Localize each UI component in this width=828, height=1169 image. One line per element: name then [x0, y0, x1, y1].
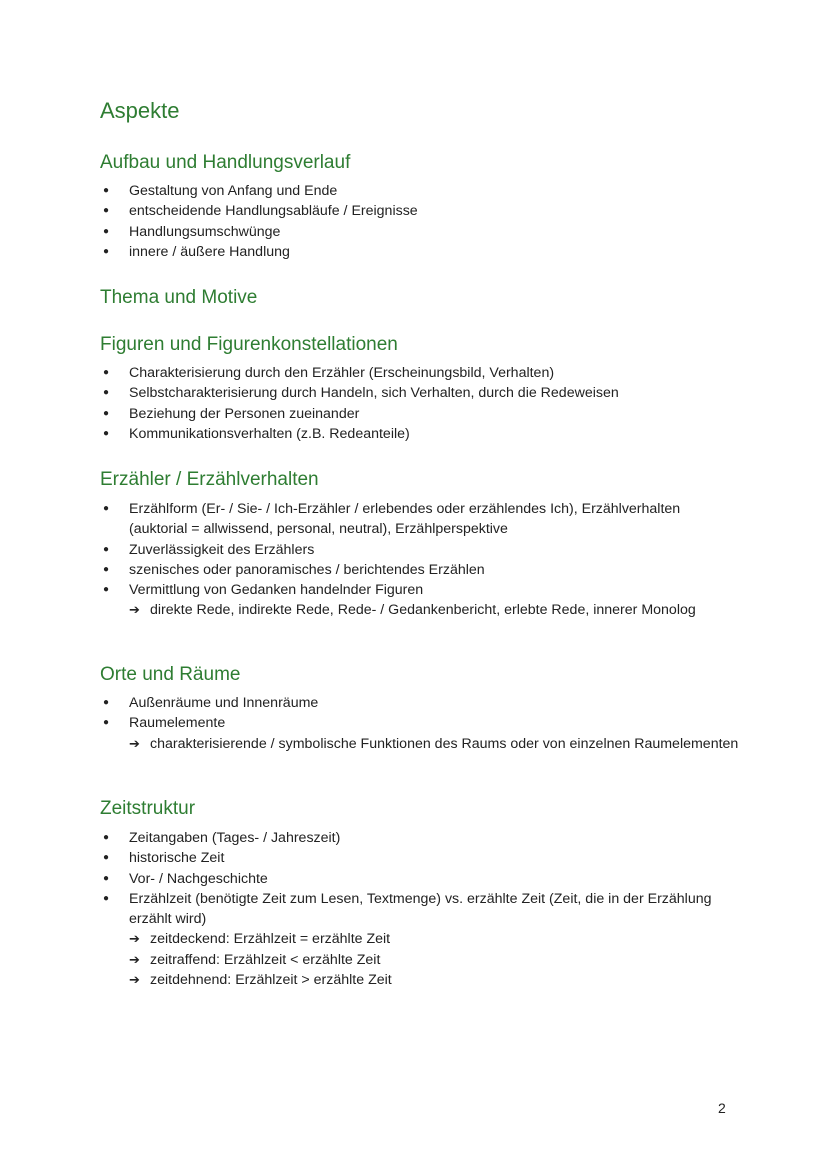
- bullet-list: [100, 693, 740, 754]
- list-item: ● szenisches oder panoramisches / berichtendes Erzählen: [100, 560, 740, 580]
- list-item-text: Vermittlung von Gedanken handelnder Figuren: [129, 582, 424, 599]
- arrow-item: [129, 600, 740, 620]
- arrow-item: [129, 970, 740, 990]
- list-item: ● Beziehung der Personen zueinander: [100, 404, 740, 424]
- list-item: ● Kommunikationsverhalten (z.B. Redeanteile): [100, 424, 740, 444]
- list-item: [100, 580, 740, 621]
- bullet-list: [100, 499, 740, 621]
- arrow-item-text: charakterisierende / symbolische Funktionen des Raums oder von einzelnen Raumelementen: [150, 735, 739, 752]
- list-item: ● Zuverlässigkeit des Erzählers: [100, 540, 740, 560]
- arrow-right-icon: ➔: [129, 735, 140, 751]
- list-item: ● Außenräume und Innenräume: [100, 693, 740, 713]
- section-erzaehler: [100, 468, 740, 621]
- arrow-item-text: zeitdehnend: Erzählzeit > erzählte Zeit: [150, 972, 392, 989]
- arrow-list: [129, 600, 740, 620]
- list-item: ● Selbstcharakterisierung durch Handeln, sich Verhalten, durch die Redeweisen: [100, 383, 740, 403]
- arrow-item: [129, 929, 740, 949]
- list-item: ● Vor- / Nachgeschichte: [100, 869, 740, 889]
- list-item: ● Zeitangaben (Tages- / Jahreszeit): [100, 828, 740, 848]
- bullet-list: [100, 828, 740, 990]
- section-heading: Zeitstruktur: [100, 798, 196, 819]
- list-item: [100, 889, 740, 990]
- section-heading: Aufbau und Handlungsverlauf: [100, 152, 351, 173]
- arrow-item: [129, 734, 740, 754]
- arrow-list: [129, 734, 740, 754]
- arrow-item-text: direkte Rede, indirekte Rede, Rede- / Gedankenbericht, erlebte Rede, innerer Monolog: [150, 602, 696, 619]
- section-figuren: [100, 333, 740, 444]
- arrow-item: [129, 950, 740, 970]
- list-item: ● Charakterisierung durch den Erzähler (Erscheinungsbild, Verhalten): [100, 363, 740, 383]
- list-item: ● innere / äußere Handlung: [100, 242, 740, 262]
- arrow-right-icon: ➔: [129, 931, 140, 947]
- section-heading: Erzähler / Erzählverhalten: [100, 469, 319, 490]
- arrow-item-text: zeitraffend: Erzählzeit < erzählte Zeit: [150, 951, 381, 968]
- arrow-right-icon: ➔: [129, 951, 140, 967]
- section-orte: [100, 663, 740, 754]
- list-item: ● Erzählform (Er- / Sie- / Ich-Erzähler / erlebendes oder erzählendes Ich), Erzählverhalten (auktorial = allwissend, personal, neutral), Erzählperspektive: [100, 499, 740, 540]
- list-item-text: Erzählzeit (benötigte Zeit zum Lesen, Textmenge) vs. erzählte Zeit (Zeit, die in der Erzählung erzählt wird): [129, 890, 712, 928]
- section-heading: Figuren und Figurenkonstellationen: [100, 334, 398, 355]
- list-item: ● Handlungsumschwünge: [100, 222, 740, 242]
- page-title: Aspekte: [100, 98, 180, 123]
- list-item: ● Gestaltung von Anfang und Ende: [100, 181, 740, 201]
- list-item: [100, 713, 740, 754]
- list-item: ● historische Zeit: [100, 848, 740, 868]
- bullet-list: [100, 363, 740, 444]
- arrow-right-icon: ➔: [129, 972, 140, 988]
- page-number: 2: [718, 1100, 726, 1116]
- arrow-list: [129, 929, 740, 990]
- section-thema: [100, 286, 740, 310]
- list-item: ● entscheidende Handlungsabläufe / Ereignisse: [100, 201, 740, 221]
- section-zeitstruktur: [100, 797, 740, 990]
- section-heading: Orte und Räume: [100, 664, 241, 685]
- section-aufbau: [100, 151, 740, 262]
- bullet-list: [100, 181, 740, 262]
- list-item-text: Raumelemente: [129, 715, 226, 732]
- arrow-item-text: zeitdeckend: Erzählzeit = erzählte Zeit: [150, 931, 391, 948]
- arrow-right-icon: ➔: [129, 602, 140, 618]
- section-heading: Thema und Motive: [100, 287, 258, 308]
